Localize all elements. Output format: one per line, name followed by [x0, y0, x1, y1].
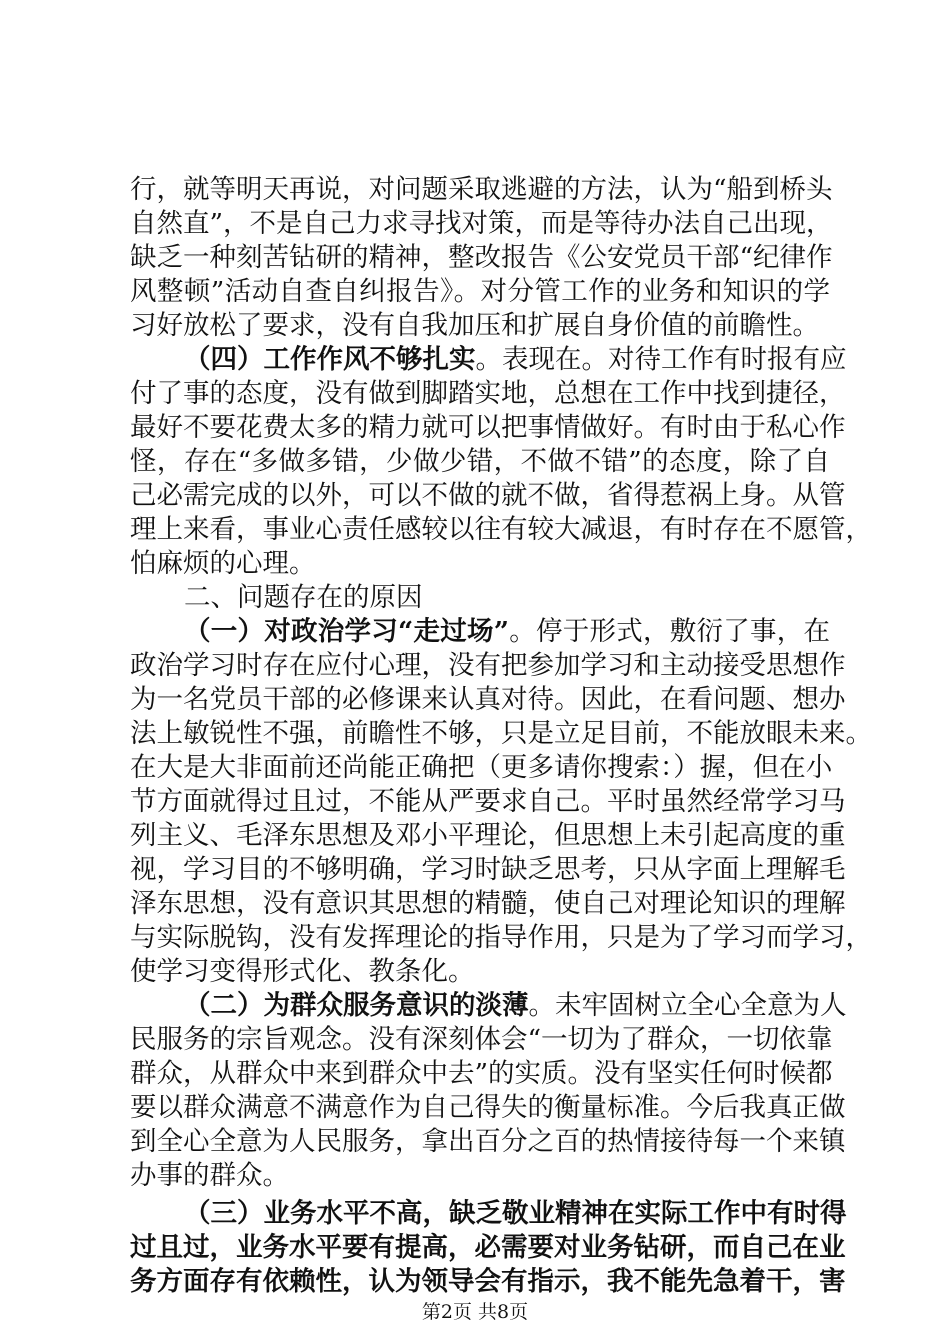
- section-heading-two: （二）为群众服务意识的淡薄。未牢固树立全心全意为人: [184, 990, 847, 1021]
- text-line: 使学习变得形式化、教条化。: [130, 956, 475, 987]
- text-line: 视，学习目的不够明确，学习时缺乏思考，只从字面上理解毛: [130, 854, 846, 885]
- text-line: 与实际脱钩，没有发挥理论的指导作用，只是为了学习而学习，: [130, 922, 872, 953]
- text-line: 行，就等明天再说，对问题采取逃避的方法，认为“船到桥头: [130, 174, 833, 205]
- text-line: 要以群众满意不满意作为自己得失的衡量标准。今后我真正做: [130, 1092, 846, 1123]
- chapter-heading: 二、问题存在的原因: [184, 582, 423, 613]
- text-line: 付了事的态度，没有做到脚踏实地，总想在工作中找到捷径，: [130, 378, 846, 409]
- text-line: 民服务的宗旨观念。没有深刻体会“一切为了群众，一切依靠: [130, 1024, 833, 1055]
- text-line: 自然直”，不是自己力求寻找对策，而是等待办法自己出现，: [130, 208, 833, 239]
- text-line: 风整顿”活动自查自纠报告》。对分管工作的业务和知识的学: [130, 276, 830, 307]
- text-line: 最好不要花费太多的精力就可以把事情做好。有时由于私心作: [130, 412, 846, 443]
- text-line: 怕麻烦的心理。: [130, 548, 316, 579]
- text-line: 在大是大非面前还尚能正确把（更多请你搜索：）握，但在小: [130, 752, 833, 783]
- section-heading-three: （三）业务水平不高，缺乏敬业精神在实际工作中有时得: [184, 1198, 847, 1229]
- text-line: 办事的群众。: [130, 1160, 289, 1191]
- text-line: 到全心全意为人民服务，拿出百分之百的热情接待每一个来镇: [130, 1126, 846, 1157]
- section-heading-four: （四）工作作风不够扎实。表现在。对待工作有时报有应: [184, 344, 847, 375]
- text-line-bold: 过且过，业务水平要有提高，必需要对业务钻研，而自己在业: [130, 1232, 846, 1263]
- text-line: 为一名党员干部的必修课来认真对待。因此，在看问题、想办: [130, 684, 846, 715]
- text-line: 政治学习时存在应付心理，没有把参加学习和主动接受思想作: [130, 650, 846, 681]
- section-heading-label: （一）对政治学习“走过场”: [184, 616, 509, 647]
- text-line: 泽东思想，没有意识其思想的精髓，使自己对理论知识的理解: [130, 888, 846, 919]
- text-line: 习好放松了要求，没有自我加压和扩展自身价值的前瞻性。: [130, 310, 819, 341]
- page-number: 第2页 共8页: [421, 1301, 529, 1323]
- text-line: 列主义、毛泽东思想及邓小平理论，但思想上未引起高度的重: [130, 820, 846, 851]
- text-line: 节方面就得过且过，不能从严要求自己。平时虽然经常学习马: [130, 786, 846, 817]
- text-line: 群众，从群众中来到群众中去”的实质。没有坚实任何时候都: [130, 1058, 833, 1089]
- text-line: 己必需完成的以外，可以不做的就不做，省得惹祸上身。从管: [130, 480, 846, 511]
- section-heading-one: （一）对政治学习“走过场”。停于形式，敷衍了事，在: [184, 616, 830, 647]
- text-line: 缺乏一种刻苦钻研的精神，整改报告《公安党员干部“纪律作: [130, 242, 833, 273]
- section-heading-label: （二）为群众服务意识的淡薄: [184, 990, 529, 1021]
- text-line: 法上敏锐性不强，前瞻性不够，只是立足目前，不能放眼未来。: [130, 718, 872, 749]
- page-footer: [0, 1300, 950, 1324]
- text-line-bold: 务方面存有依赖性，认为领导会有指示，我不能先急着干，害: [130, 1266, 846, 1297]
- section-heading-label: （四）工作作风不够扎实: [184, 344, 476, 375]
- text-line: 理上来看，事业心责任感较以往有较大减退，有时存在不愿管，: [130, 514, 872, 545]
- text-line: 怪，存在“多做多错，少做少错，不做不错”的态度，除了自: [130, 446, 830, 477]
